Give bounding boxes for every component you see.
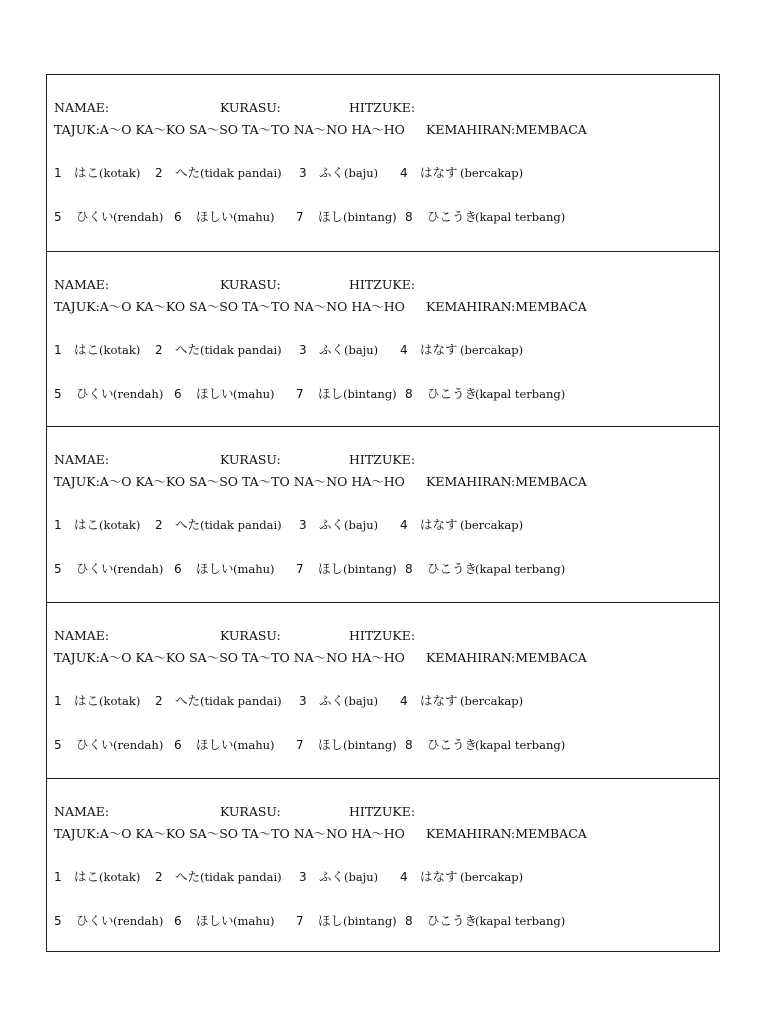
word-kana: ほし bbox=[318, 209, 344, 224]
word-kana: へた bbox=[175, 869, 201, 884]
word-kana: はこ bbox=[74, 342, 100, 357]
tajuk-label: TAJUK:A〜O KA〜KO SA〜SO TA〜TO NA〜NO HA〜HO bbox=[54, 474, 405, 489]
word-kana: ひくい bbox=[76, 386, 114, 401]
skill-label: KEMAHIRAN:MEMBACA bbox=[426, 650, 587, 665]
word-number: 4 bbox=[400, 694, 408, 708]
word-kana: はこ bbox=[74, 517, 100, 532]
word-number: 7 bbox=[296, 387, 304, 401]
word-number: 5 bbox=[54, 914, 62, 928]
namae-label: NAMAE: bbox=[54, 452, 110, 467]
kurasu-label: KURASU: bbox=[220, 804, 281, 819]
word-meaning: (baju) bbox=[344, 694, 379, 708]
word-number: 7 bbox=[296, 562, 304, 576]
word-meaning: (rendah) bbox=[113, 738, 164, 752]
word-kana: ひこうき bbox=[427, 913, 478, 928]
worksheet-card bbox=[47, 778, 719, 954]
word-kana: ほし bbox=[318, 737, 344, 752]
word-kana: ほしい bbox=[196, 386, 234, 401]
word-kana: へた bbox=[175, 165, 201, 180]
word-number: 5 bbox=[54, 562, 62, 576]
word-kana: ふく bbox=[319, 693, 345, 708]
word-kana: ふく bbox=[319, 342, 345, 357]
hitzuke-label: HITZUKE: bbox=[349, 277, 416, 292]
kurasu-label: KURASU: bbox=[220, 452, 281, 467]
word-kana: ひくい bbox=[76, 737, 114, 752]
word-meaning: (kapal terbang) bbox=[475, 738, 566, 752]
word-kana: へた bbox=[175, 693, 201, 708]
word-kana: ほしい bbox=[196, 209, 234, 224]
word-kana: ひくい bbox=[76, 209, 114, 224]
worksheet-card bbox=[47, 426, 719, 602]
namae-label: NAMAE: bbox=[54, 100, 110, 115]
word-kana: はなす bbox=[420, 517, 458, 532]
word-kana: ひこうき bbox=[427, 737, 478, 752]
word-kana: ひこうき bbox=[427, 386, 478, 401]
word-meaning: (tidak pandai) bbox=[200, 343, 282, 357]
word-kana: ほし bbox=[318, 386, 344, 401]
word-meaning: (mahu) bbox=[233, 387, 275, 401]
namae-label: NAMAE: bbox=[54, 628, 110, 643]
word-number: 2 bbox=[155, 518, 163, 532]
word-number: 3 bbox=[299, 694, 307, 708]
word-number: 2 bbox=[155, 694, 163, 708]
word-meaning: (mahu) bbox=[233, 562, 275, 576]
word-kana: はこ bbox=[74, 869, 100, 884]
word-meaning: (baju) bbox=[344, 870, 379, 884]
word-meaning: (bintang) bbox=[343, 738, 397, 752]
word-number: 6 bbox=[174, 387, 182, 401]
worksheet-card bbox=[47, 75, 719, 251]
word-kana: へた bbox=[175, 517, 201, 532]
word-number: 4 bbox=[400, 343, 408, 357]
word-meaning: (rendah) bbox=[113, 387, 164, 401]
tajuk-label: TAJUK:A〜O KA〜KO SA〜SO TA〜TO NA〜NO HA〜HO bbox=[54, 122, 405, 137]
word-meaning: (bercakap) bbox=[460, 694, 524, 708]
word-meaning: (bintang) bbox=[343, 914, 397, 928]
skill-label: KEMAHIRAN:MEMBACA bbox=[426, 826, 587, 841]
word-kana: はこ bbox=[74, 165, 100, 180]
word-number: 1 bbox=[54, 870, 62, 884]
tajuk-label: TAJUK:A〜O KA〜KO SA〜SO TA〜TO NA〜NO HA〜HO bbox=[54, 826, 405, 841]
word-meaning: (kotak) bbox=[99, 518, 141, 532]
word-number: 4 bbox=[400, 166, 408, 180]
hitzuke-label: HITZUKE: bbox=[349, 804, 416, 819]
word-number: 2 bbox=[155, 166, 163, 180]
word-number: 6 bbox=[174, 914, 182, 928]
word-meaning: (kapal terbang) bbox=[475, 210, 566, 224]
word-kana: ほし bbox=[318, 561, 344, 576]
word-meaning: (kotak) bbox=[99, 870, 141, 884]
word-kana: はこ bbox=[74, 693, 100, 708]
word-meaning: (kapal terbang) bbox=[475, 914, 566, 928]
worksheet-card bbox=[47, 602, 719, 778]
word-number: 8 bbox=[405, 914, 413, 928]
namae-label: NAMAE: bbox=[54, 804, 110, 819]
hitzuke-label: HITZUKE: bbox=[349, 628, 416, 643]
word-number: 4 bbox=[400, 518, 408, 532]
word-meaning: (tidak pandai) bbox=[200, 694, 282, 708]
word-number: 1 bbox=[54, 518, 62, 532]
skill-label: KEMAHIRAN:MEMBACA bbox=[426, 299, 587, 314]
word-number: 6 bbox=[174, 210, 182, 224]
word-meaning: (kapal terbang) bbox=[475, 562, 566, 576]
word-meaning: (rendah) bbox=[113, 562, 164, 576]
word-kana: ほしい bbox=[196, 561, 234, 576]
word-number: 8 bbox=[405, 210, 413, 224]
word-kana: ふく bbox=[319, 517, 345, 532]
kurasu-label: KURASU: bbox=[220, 100, 281, 115]
word-meaning: (kotak) bbox=[99, 343, 141, 357]
word-meaning: (baju) bbox=[344, 518, 379, 532]
word-kana: はなす bbox=[420, 342, 458, 357]
word-meaning: (bercakap) bbox=[460, 343, 524, 357]
word-number: 1 bbox=[54, 694, 62, 708]
word-meaning: (rendah) bbox=[113, 914, 164, 928]
word-meaning: (bercakap) bbox=[460, 870, 524, 884]
word-kana: ふく bbox=[319, 165, 345, 180]
word-number: 5 bbox=[54, 738, 62, 752]
word-kana: へた bbox=[175, 342, 201, 357]
word-kana: ひこうき bbox=[427, 209, 478, 224]
word-meaning: (bercakap) bbox=[460, 518, 524, 532]
word-kana: ひこうき bbox=[427, 561, 478, 576]
word-kana: ふく bbox=[319, 869, 345, 884]
worksheet-card bbox=[47, 251, 719, 427]
word-meaning: (mahu) bbox=[233, 210, 275, 224]
word-number: 1 bbox=[54, 343, 62, 357]
word-meaning: (kapal terbang) bbox=[475, 387, 566, 401]
hitzuke-label: HITZUKE: bbox=[349, 452, 416, 467]
word-meaning: (tidak pandai) bbox=[200, 518, 282, 532]
word-number: 1 bbox=[54, 166, 62, 180]
word-number: 3 bbox=[299, 870, 307, 884]
tajuk-label: TAJUK:A〜O KA〜KO SA〜SO TA〜TO NA〜NO HA〜HO bbox=[54, 650, 405, 665]
word-meaning: (mahu) bbox=[233, 738, 275, 752]
word-meaning: (baju) bbox=[344, 343, 379, 357]
word-number: 5 bbox=[54, 387, 62, 401]
skill-label: KEMAHIRAN:MEMBACA bbox=[426, 122, 587, 137]
word-meaning: (bintang) bbox=[343, 562, 397, 576]
kurasu-label: KURASU: bbox=[220, 628, 281, 643]
word-number: 6 bbox=[174, 738, 182, 752]
word-kana: ひくい bbox=[76, 561, 114, 576]
word-meaning: (bintang) bbox=[343, 210, 397, 224]
word-kana: ほしい bbox=[196, 913, 234, 928]
hitzuke-label: HITZUKE: bbox=[349, 100, 416, 115]
word-number: 5 bbox=[54, 210, 62, 224]
word-number: 8 bbox=[405, 387, 413, 401]
word-number: 7 bbox=[296, 914, 304, 928]
word-meaning: (bercakap) bbox=[460, 166, 524, 180]
word-number: 7 bbox=[296, 210, 304, 224]
namae-label: NAMAE: bbox=[54, 277, 110, 292]
word-kana: はなす bbox=[420, 869, 458, 884]
kurasu-label: KURASU: bbox=[220, 277, 281, 292]
word-number: 6 bbox=[174, 562, 182, 576]
skill-label: KEMAHIRAN:MEMBACA bbox=[426, 474, 587, 489]
word-number: 4 bbox=[400, 870, 408, 884]
word-meaning: (bintang) bbox=[343, 387, 397, 401]
word-meaning: (tidak pandai) bbox=[200, 870, 282, 884]
word-kana: ほしい bbox=[196, 737, 234, 752]
word-meaning: (kotak) bbox=[99, 694, 141, 708]
word-meaning: (rendah) bbox=[113, 210, 164, 224]
word-kana: はなす bbox=[420, 165, 458, 180]
worksheet bbox=[46, 74, 720, 952]
word-kana: はなす bbox=[420, 693, 458, 708]
word-number: 7 bbox=[296, 738, 304, 752]
word-meaning: (baju) bbox=[344, 166, 379, 180]
word-kana: ほし bbox=[318, 913, 344, 928]
word-kana: ひくい bbox=[76, 913, 114, 928]
word-number: 8 bbox=[405, 738, 413, 752]
word-number: 2 bbox=[155, 343, 163, 357]
word-meaning: (tidak pandai) bbox=[200, 166, 282, 180]
word-number: 2 bbox=[155, 870, 163, 884]
word-number: 3 bbox=[299, 518, 307, 532]
word-number: 8 bbox=[405, 562, 413, 576]
word-number: 3 bbox=[299, 166, 307, 180]
word-number: 3 bbox=[299, 343, 307, 357]
word-meaning: (kotak) bbox=[99, 166, 141, 180]
tajuk-label: TAJUK:A〜O KA〜KO SA〜SO TA〜TO NA〜NO HA〜HO bbox=[54, 299, 405, 314]
word-meaning: (mahu) bbox=[233, 914, 275, 928]
